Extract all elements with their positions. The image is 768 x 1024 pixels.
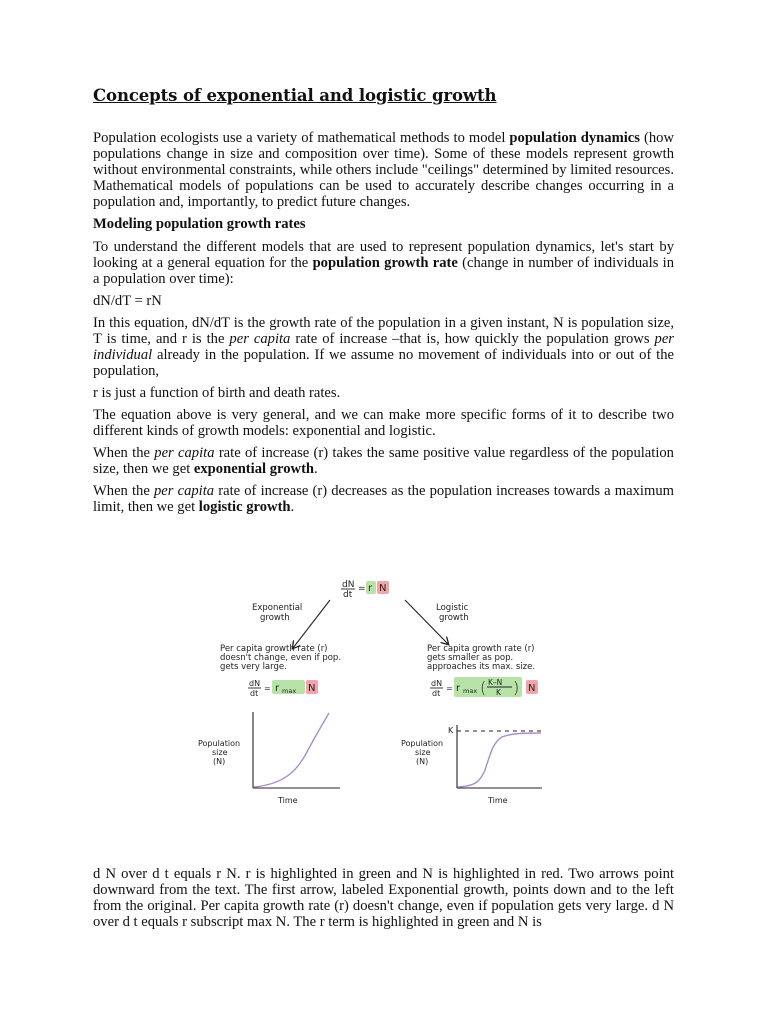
intro-text-2: (how populations change in size and composition over time). Some of these models represent growth without environmental constraints, while others include "ceilings" determined by limited resources. Mathematical models of populations can be used to accurately describe changes occurring in a population and, importantly, to predict future changes. [93, 130, 674, 210]
right-graph-ylabel-3: (N) [416, 757, 429, 766]
document-body [93, 86, 674, 521]
top-eq-numerator: dN [342, 580, 355, 590]
intro-text-1: Population ecologists use a variety of mathematical methods to model [93, 130, 510, 146]
exponential-growth-label-2: growth [260, 613, 290, 623]
left-graph-ylabel-1: Population [198, 739, 241, 748]
figure-caption [93, 866, 674, 936]
equation-text: dN/dT = rN [93, 293, 162, 309]
para2-text-2: (change in number of individuals in a population over time): [93, 255, 674, 287]
logistic-paragraph [93, 483, 674, 515]
logistic-curve [458, 733, 541, 787]
para2-bold-term: population growth rate [312, 255, 458, 271]
left-eq-max-subscript: max [282, 687, 297, 695]
exponential-graph [198, 712, 340, 805]
para3-italic-1: per capita [229, 331, 291, 347]
general-equation-paragraph: The equation above is very general, and we can make more specific forms of it to describe two different kinds of growth models: exponential and logistic. [93, 407, 674, 439]
para6-text-3: . [314, 461, 318, 477]
intro-paragraph [93, 130, 674, 210]
right-eq-numerator: dN [431, 679, 443, 688]
page-title: Concepts of exponential and logistic growth [93, 86, 497, 105]
growth-models-diagram [190, 570, 580, 820]
right-equation [430, 677, 538, 698]
para6-italic: per capita [154, 445, 215, 461]
right-graph-xlabel: Time [488, 796, 508, 805]
right-graph-ylabel-1: Population [401, 739, 444, 748]
top-eq-n: N [379, 583, 387, 594]
para7-italic: per capita [153, 483, 215, 499]
left-eq-numerator: dN [249, 679, 261, 688]
right-description-line-1: Per capita growth rate (r) [427, 644, 535, 654]
left-equation [248, 679, 318, 698]
para7-text-1: When the [93, 483, 154, 499]
exponential-curve [254, 713, 329, 787]
right-eq-r: r [456, 683, 461, 694]
para7-bold-term: logistic growth [198, 499, 291, 515]
left-graph-xlabel: Time [278, 796, 298, 805]
right-eq-open-paren: ( [480, 678, 487, 697]
caption-text: d N over d t equals r N. r is highlighted in green and N is highlighted in red. Two arrows point downward from the text. The first arrow, labeled Exponential growth, points down and to the left from the original. Per capita growth rate (r) doesn't change, even if population gets very large. d N over d t equals r subscript max N. The r term is highlighted in green and N is [93, 866, 674, 930]
left-graph-ylabel-3: (N) [213, 757, 226, 766]
right-eq-kn-denominator: K [496, 688, 501, 697]
para7-text-3: . [290, 499, 295, 515]
para3-italic-2: per individual [93, 331, 674, 363]
top-eq-denominator: dt [343, 590, 353, 600]
top-equation [341, 580, 389, 600]
logistic-growth-label-1: Logistic [436, 603, 469, 613]
right-eq-equals: = [446, 684, 453, 693]
top-eq-equals: = [358, 584, 366, 594]
left-eq-equals: = [264, 684, 271, 693]
exponential-growth-label-1: Exponential [252, 603, 303, 613]
left-graph-ylabel-2: size [212, 748, 228, 757]
equation-explanation-paragraph [93, 315, 674, 379]
left-description-line-2: doesn't change, even if pop. [220, 653, 342, 663]
para2-text-1: To understand the different models that are used to represent population dynamics, let's start by looking at a general equation for the [93, 239, 674, 271]
top-eq-r: r [368, 583, 373, 594]
para7-text-2: rate of increase (r) decreases as the population increases towards a maximum limit, then we get [93, 483, 674, 515]
right-eq-denominator: dt [432, 689, 441, 698]
carrying-capacity-label: K [448, 726, 454, 735]
left-eq-n: N [308, 683, 316, 694]
para3-text-1: In this equation, dN/dT is the growth rate of the population in a given instant, N is population size, T is time, and r is the [93, 315, 674, 347]
growth-rate-paragraph [93, 239, 674, 287]
birth-death-paragraph: r is just a function of birth and death rates. [93, 385, 341, 401]
para6-text-2: rate of increase (r) takes the same positive value regardless of the population size, then we get [93, 445, 674, 477]
intro-bold-term: population dynamics [509, 130, 640, 146]
right-graph-ylabel-2: size [415, 748, 431, 757]
para3-text-2: rate of increase –that is, how quickly the population grows [290, 331, 655, 347]
para6-text-1: When the [93, 445, 155, 461]
left-eq-denominator: dt [250, 689, 259, 698]
section-heading: Modeling population growth rates [93, 216, 306, 232]
right-description-line-3: approaches its max. size. [427, 662, 536, 672]
left-description-line-1: Per capita growth rate (r) [220, 644, 328, 654]
left-description-line-3: gets very large. [220, 662, 287, 672]
right-description-line-2: gets smaller as pop. [427, 653, 514, 663]
para6-bold-term: exponential growth [193, 461, 315, 477]
growth-models-figure [190, 570, 580, 820]
logistic-growth-label-2: growth [439, 613, 469, 623]
right-eq-close-paren: ) [513, 678, 520, 697]
para3-text-3: already in the population. If we assume no movement of individuals into or out of the population, [93, 347, 674, 379]
right-eq-max-subscript: max [463, 687, 478, 695]
right-eq-n: N [528, 683, 536, 694]
right-eq-kn-numerator: K–N [488, 678, 503, 687]
logistic-graph [401, 725, 542, 805]
exponential-paragraph [93, 445, 674, 477]
left-eq-r: r [275, 683, 280, 694]
